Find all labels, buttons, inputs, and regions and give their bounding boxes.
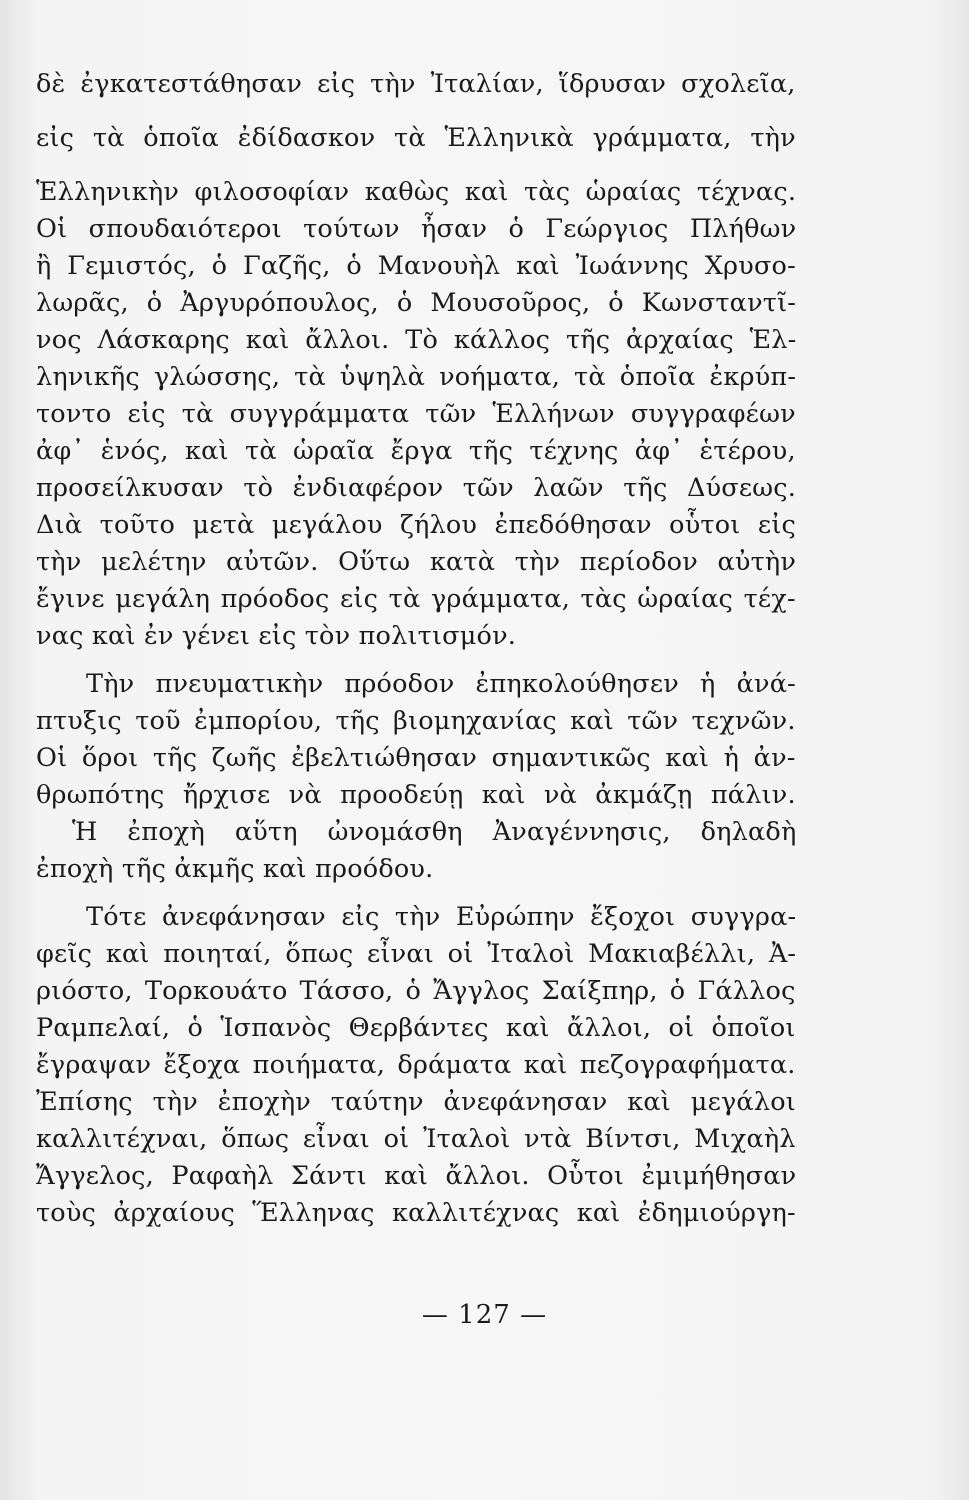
text-line: πτυξις τοῦ ἐμπορίου, τῆς βιομηχανίας καὶ τῶν τεχνῶν. bbox=[36, 706, 796, 736]
text-line: ριόστο, Τορκουάτο Τάσσο, ὁ Ἄγγλος Σαίξπηρ, ὁ Γάλλος bbox=[36, 976, 796, 1006]
text-line: δὲ ἐγκατεστάθησαν εἰς τὴν Ἰταλίαν, ἵδρυσαν σχολεῖα, bbox=[36, 69, 796, 99]
text-line: φεῖς καὶ ποιηταί, ὅπως εἶναι οἱ Ἰταλοὶ Μακιαβέλλι, Ἀ- bbox=[36, 939, 797, 969]
text-line: ἢ Γεμιστός, ὁ Γαζῆς, ὁ Μανουὴλ καὶ Ἰωάννης Χρυσο- bbox=[36, 251, 796, 281]
page-number: — 127 — bbox=[421, 1300, 548, 1330]
text-line: τοντο εἰς τὰ συγγράμματα τῶν Ἑλλήνων συγγραφέων bbox=[36, 399, 796, 429]
text-line: Ἐπίσης τὴν ἐποχὴν ταύτην ἀνεφάνησαν καὶ μεγάλοι bbox=[36, 1087, 796, 1117]
text-line: τοὺς ἀρχαίους Ἕλληνας καλλιτέχνας καὶ ἐδημιούργη- bbox=[36, 1198, 796, 1228]
text-line: Ἑλληνικὴν φιλοσοφίαν καθὼς καὶ τὰς ὡραίας τέχνας. bbox=[36, 177, 797, 207]
text-line: Διὰ τοῦτο μετὰ μεγάλου ζήλου ἐπεδόθησαν οὗτοι εἰς bbox=[36, 510, 796, 540]
text-line: ἔγινε μεγάλη πρόοδος εἰς τὰ γράμματα, τὰς ὡραίας τέχ- bbox=[36, 584, 796, 614]
text-line: εἰς τὰ ὁποῖα ἐδίδασκον τὰ Ἑλληνικὰ γράμματα, τὴν bbox=[36, 123, 796, 153]
text-line: Τὴν πνευματικὴν πρόοδον ἐπηκολούθησεν ἡ ἀνά- bbox=[86, 669, 796, 699]
text-line: ἔγραψαν ἔξοχα ποιήματα, δράματα καὶ πεζογραφήματα. bbox=[36, 1050, 796, 1080]
text-line: Οἱ ὅροι τῆς ζωῆς ἐβελτιώθησαν σημαντικῶς καὶ ἡ ἀν- bbox=[36, 743, 796, 773]
text-line: νος Λάσκαρης καὶ ἄλλοι. Τὸ κάλλος τῆς ἀρχαίας Ἑλ- bbox=[36, 325, 797, 355]
text-line: ληνικῆς γλώσσης, τὰ ὑψηλὰ νοήματα, τὰ ὁποῖα ἐκρύπ- bbox=[36, 362, 797, 392]
text-line: λωρᾶς, ὁ Ἀργυρόπουλος, ὁ Μουσοῦρος, ὁ Κωνσταντῖ- bbox=[36, 288, 797, 318]
text-line: ἐποχὴ τῆς ἀκμῆς καὶ προόδου. bbox=[36, 854, 434, 884]
text-line: θρωπότης ἤρχισε νὰ προοδεύῃ καὶ νὰ ἀκμάζῃ πάλιν. bbox=[36, 780, 796, 810]
text-line: τὴν μελέτην αὐτῶν. Οὕτω κατὰ τὴν περίοδον αὐτὴν bbox=[36, 547, 797, 577]
text-line: καλλιτέχναι, ὅπως εἶναι οἱ Ἰταλοὶ ντὰ Βίντσι, Μιχαὴλ bbox=[36, 1124, 796, 1154]
text-line: προσείλκυσαν τὸ ἐνδιαφέρον τῶν λαῶν τῆς Δύσεως. bbox=[36, 473, 797, 503]
text-line: νας καὶ ἐν γένει εἰς τὸν πολιτισμόν. bbox=[36, 621, 517, 651]
text-line: ἀφ᾽ ἑνός, καὶ τὰ ὡραῖα ἔργα τῆς τέχνης ἀφ᾽ ἑτέρου, bbox=[36, 436, 796, 466]
text-line: Τότε ἀνεφάνησαν εἰς τὴν Εὐρώπην ἔξοχοι συγγρα- bbox=[86, 902, 797, 932]
text-line: Ἡ ἐποχὴ αὕτη ὠνομάσθη Ἀναγέννησις, δηλαδὴ bbox=[72, 817, 797, 847]
text-line: Ραμπελαί, ὁ Ἱσπανὸς Θερβάντες καὶ ἄλλοι, οἱ ὁποῖοι bbox=[36, 1013, 796, 1043]
text-line: Οἱ σπουδαιότεροι τούτων ἦσαν ὁ Γεώργιος Πλήθων bbox=[36, 214, 797, 244]
text-line: Ἄγγελος, Ραφαὴλ Σάντι καὶ ἄλλοι. Οὗτοι ἐμιμήθησαν bbox=[36, 1161, 797, 1191]
